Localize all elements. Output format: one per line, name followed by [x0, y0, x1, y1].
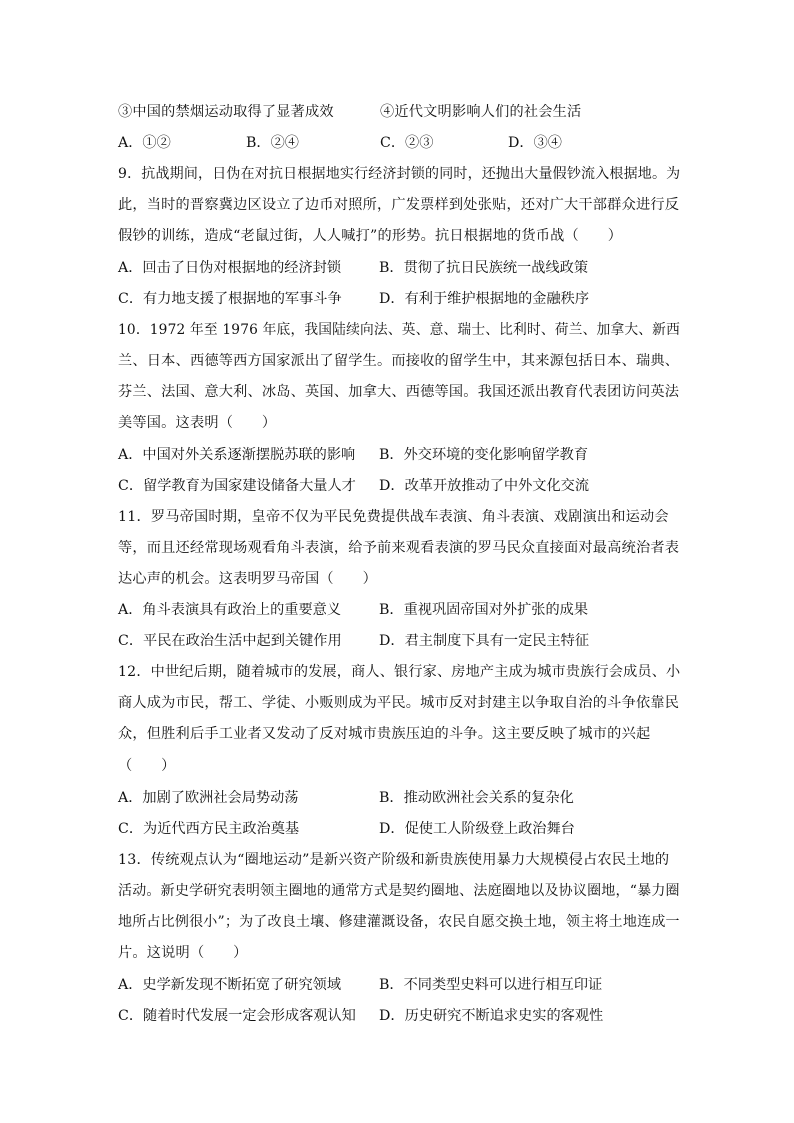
q12-stem-line-1: 12．中世纪后期，随着城市的发展，商人、银行家、房地产主成为城市贵族行会成员、小: [118, 664, 681, 680]
q9-option-c: C．有力地支援了根据地的军事斗争: [118, 291, 342, 307]
q13-option-c: C．随着时代发展一定会形成客观认知: [118, 1008, 356, 1024]
q9-option-a: A．回击了日伪对根据地的经济封锁: [118, 260, 342, 276]
q12-option-b: B．推动欧洲社会关系的复杂化: [379, 790, 574, 806]
q12-option-d: D．促使工人阶级登上政治舞台: [379, 821, 575, 837]
q8-option-b: B．②④: [246, 135, 299, 151]
q8-item-4: ④近代文明影响人们的社会生活: [380, 104, 582, 120]
q10-stem-line-3: 芬兰、法国、意大利、冰岛、英国、加拿大、西德等国。我国还派出教育代表团访问英法: [118, 384, 680, 400]
q10-stem-line-2: 兰、日本、西德等西方国家派出了留学生。而接收的留学生中，其来源包括日本、瑞典、: [118, 353, 680, 369]
q10-option-a: A．中国对外关系逐渐摆脱苏联的影响: [118, 447, 356, 463]
q8-option-a: A．①②: [118, 135, 171, 151]
q11-option-c: C．平民在政治生活中起到关键作用: [118, 633, 342, 649]
q13-stem-line-3: 地所占比例很小”；为了改良土壤、修建灌溉设备，农民自愿交换土地，领主将土地连成一: [118, 914, 680, 930]
q9-stem-line-3: 假钞的训练，造成“老鼠过街，人人喊打”的形势。抗日根据地的货币战（ ）: [118, 228, 623, 244]
q13-option-b: B．不同类型史料可以进行相互印证: [379, 977, 603, 993]
q11-stem-line-3: 达心声的机会。这表明罗马帝国（ ）: [118, 571, 377, 587]
q9-option-d: D．有利于维护根据地的金融秩序: [379, 291, 590, 307]
q12-option-c: C．为近代西方民主政治奠基: [118, 821, 300, 837]
q11-option-d: D．君主制度下具有一定民主特征: [379, 633, 590, 649]
q11-stem-line-1: 11．罗马帝国时期，皇帝不仅为平民免费提供战车表演、角斗表演、戏剧演出和运动会: [118, 509, 669, 525]
q8-item-3: ③中国的禁烟运动取得了显著成效: [118, 104, 334, 120]
q13-stem-line-1: 13．传统观点认为“圈地运动”是新兴资产阶级和新贵族使用暴力大规模侵占农民土地的: [118, 852, 670, 868]
q10-option-b: B．外交环境的变化影响留学教育: [379, 447, 589, 463]
q13-option-d: D．历史研究不断追求史实的客观性: [379, 1008, 604, 1024]
q12-stem-line-2: 商人成为市民，帮工、学徒、小贩则成为平民。城市反对封建主以争取自治的斗争依靠民: [118, 695, 680, 711]
q10-option-c: C．留学教育为国家建设储备大量人才: [118, 478, 356, 494]
q11-option-a: A．角斗表演具有政治上的重要意义: [118, 602, 342, 618]
q10-option-d: D．改革开放推动了中外文化交流: [379, 478, 590, 494]
q11-option-b: B．重视巩固帝国对外扩张的成果: [379, 602, 589, 618]
q8-option-d: D．③④: [508, 135, 562, 151]
q9-stem-line-1: 9．抗战期间，日伪在对抗日根据地实行经济封锁的同时，还抛出大量假钞流入根据地。为: [118, 166, 681, 182]
q12-stem-line-3: 众，但胜利后手工业者又发动了反对城市贵族压迫的斗争。这主要反映了城市的兴起: [118, 726, 651, 742]
q13-stem-line-4: 片。这说明（ ）: [118, 945, 248, 961]
q13-stem-line-2: 活动。新史学研究表明领主圈地的通常方式是契约圈地、法庭圈地以及协议圈地，“暴力圈: [118, 883, 680, 899]
q12-option-a: A．加剧了欧洲社会局势动荡: [118, 790, 299, 806]
q8-option-c: C．②③: [380, 135, 434, 151]
q10-stem-line-1: 10．1972 年至 1976 年底，我国陆续向法、英、意、瑞士、比利时、荷兰、加拿大、新西: [118, 322, 681, 338]
q12-stem-line-4: （ ）: [118, 758, 176, 774]
q13-option-a: A．史学新发现不断拓宽了研究领域: [118, 977, 342, 993]
q11-stem-line-2: 等，而且还经常现场观看角斗表演，给予前来观看表演的罗马民众直接面对最高统治者表: [118, 540, 680, 556]
q9-stem-line-2: 此，当时的晋察冀边区设立了边币对照所，广发票样到处张贴，还对广大干部群众进行反: [118, 197, 680, 213]
q9-option-b: B．贯彻了抗日民族统一战线政策: [379, 260, 589, 276]
q10-stem-line-4: 美等国。这表明（ ）: [118, 415, 277, 431]
